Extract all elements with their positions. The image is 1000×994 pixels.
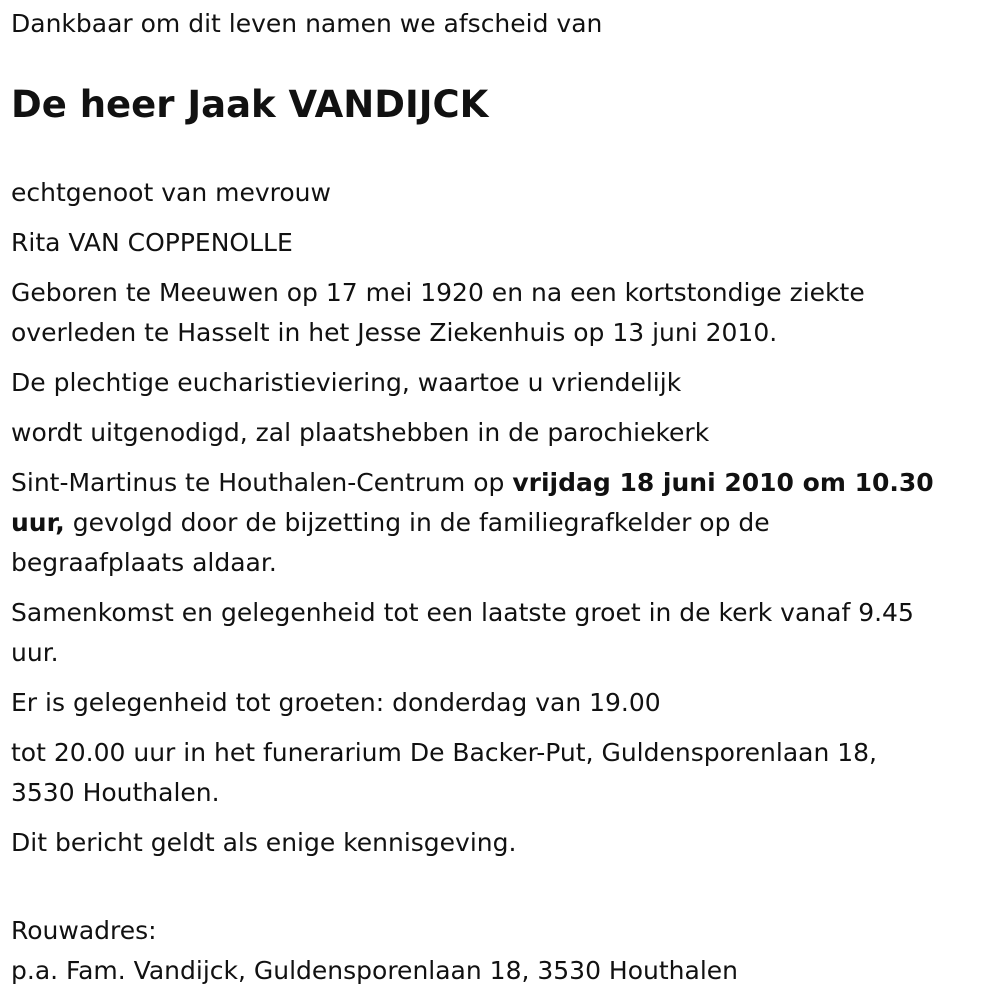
gathering-line: Samenkomst en gelegenheid tot een laatste groet in de kerk vanaf 9.45 <box>11 598 914 627</box>
burial-text: gevolgd door de bijzetting in de familiegrafkelder op de <box>64 508 770 537</box>
gathering-line: uur. <box>11 638 59 667</box>
service-time-suffix: uur, <box>11 508 65 537</box>
funeral-home-line: tot 20.00 uur in het funerarium De Backer-Put, Guldensporenlaan 18, <box>11 738 878 767</box>
gathering-paragraph <box>11 593 934 673</box>
notice-statement: Dit bericht geldt als enige kennisgeving. <box>11 828 517 857</box>
funeral-home-city: 3530 Houthalen. <box>11 778 220 807</box>
service-line: wordt uitgenodigd, zal plaatshebben in de parochiekerk <box>11 418 710 447</box>
address-label: Rouwadres: <box>11 916 157 945</box>
intro-text: Dankbaar om dit leven namen we afscheid van <box>11 9 603 38</box>
service-line: De plechtige eucharistieviering, waartoe u vriendelijk <box>11 368 682 397</box>
spouse-name: Rita VAN COPPENOLLE <box>11 228 293 257</box>
deceased-name: De heer Jaak VANDIJCK <box>11 83 489 126</box>
service-datetime: vrijdag 18 juni 2010 om 10.30 <box>512 468 934 497</box>
burial-line <box>11 503 934 543</box>
service-location-text: Sint-Martinus te Houthalen-Centrum op <box>11 468 513 497</box>
birth-line: Geboren te Meeuwen op 17 mei 1920 en na een kortstondige ziekte <box>11 278 865 307</box>
spouse-label: echtgenoot van mevrouw <box>11 178 331 207</box>
cemetery-line: begraafplaats aldaar. <box>11 548 277 577</box>
notice-body <box>11 173 934 991</box>
service-details-paragraph <box>11 463 934 583</box>
greeting-line: Er is gelegenheid tot groeten: donderdag van 19.00 <box>11 688 661 717</box>
birth-death-paragraph <box>11 273 934 353</box>
service-date-line <box>11 463 934 503</box>
death-line: overleden te Hasselt in het Jesse Ziekenhuis op 13 juni 2010. <box>11 318 778 347</box>
mourning-address: p.a. Fam. Vandijck, Guldensporenlaan 18, 3530 Houthalen <box>11 956 739 985</box>
greeting-paragraph <box>11 733 934 813</box>
